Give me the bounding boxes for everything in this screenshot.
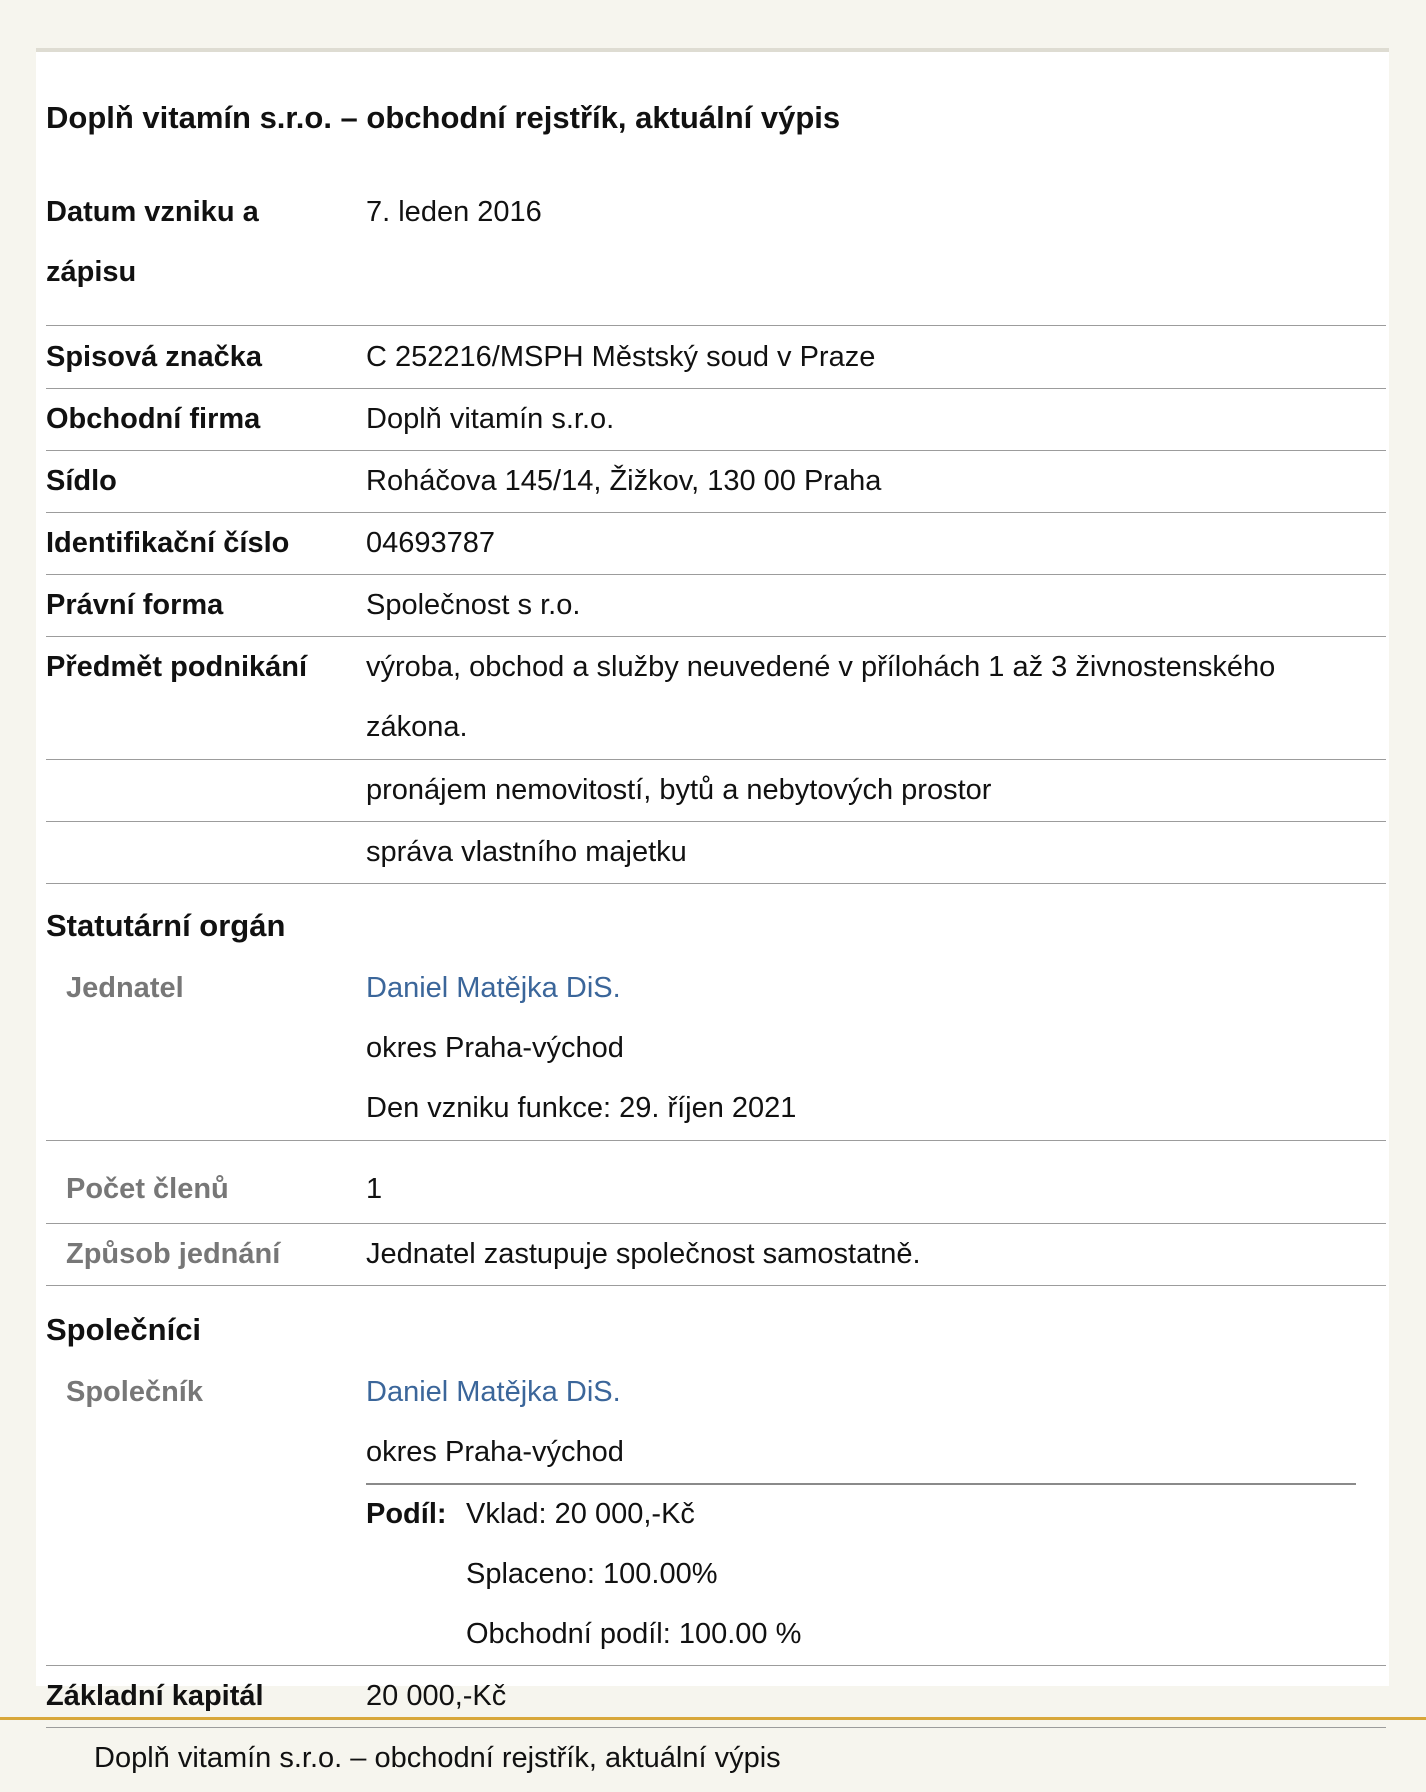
label-datum-vzniku: Datum vzniku a zápisu	[46, 196, 259, 288]
value-vklad: Vklad: 20 000,-Kč	[466, 1498, 695, 1530]
value-zpusob-jednani: Jednatel zastupuje společnost samostatně.	[366, 1238, 921, 1270]
value-obchodni-podil: Obchodní podíl: 100.00 %	[466, 1618, 802, 1650]
value-spisova-znacka: C 252216/MSPH Městský soud v Praze	[366, 341, 876, 373]
row-spolecnik	[46, 1362, 1386, 1666]
row-predmet-podnikani-2	[46, 760, 1386, 822]
spolecnik-okres: okres Praha-východ	[366, 1436, 624, 1468]
label-zakladni-kapital: Základní kapitál	[46, 1680, 264, 1712]
value-predmet-item: výroba, obchod a služby neuvedené v přílohách 1 až 3 živnostenského zákona.	[366, 651, 1276, 743]
register-extract-card	[36, 52, 1389, 1712]
row-pravni-forma	[46, 575, 1386, 637]
label-obchodni-firma: Obchodní firma	[46, 403, 261, 435]
value-obchodni-firma: Doplň vitamín s.r.o.	[366, 403, 615, 435]
value-pravni-forma: Společnost s r.o.	[366, 589, 581, 621]
row-datum-vzniku	[46, 182, 1386, 326]
row-obchodni-firma	[46, 389, 1386, 451]
row-jednatel	[46, 958, 1386, 1141]
label-podil: Podíl:	[366, 1498, 447, 1530]
row-sidlo	[46, 451, 1386, 513]
page-title: Doplň vitamín s.r.o. – obchodní rejstřík, aktuální výpis	[46, 100, 841, 135]
row-pocet-clenu	[46, 1141, 1386, 1224]
value-pocet-clenu: 1	[366, 1173, 383, 1205]
value-predmet-item: pronájem nemovitostí, bytů a nebytových prostor	[366, 774, 992, 806]
label-identifikacni-cislo: Identifikační číslo	[46, 527, 290, 559]
section-title-spolecnici: Společníci	[46, 1312, 202, 1347]
row-predmet-podnikani	[46, 637, 1386, 760]
footer-divider	[0, 1717, 1426, 1720]
label-zpusob-jednani: Způsob jednání	[66, 1238, 281, 1270]
row-identifikacni-cislo	[46, 513, 1386, 575]
value-datum-vzniku: 7. leden 2016	[366, 196, 542, 228]
jednatel-den-vzniku: Den vzniku funkce: 29. říjen 2021	[366, 1092, 797, 1124]
value-sidlo: Roháčova 145/14, Žižkov, 130 00 Praha	[366, 465, 882, 497]
label-sidlo: Sídlo	[46, 465, 117, 497]
spolecnik-name-link[interactable]: Daniel Matějka DiS.	[366, 1376, 621, 1408]
value-predmet-item: správa vlastního majetku	[366, 836, 687, 868]
value-zakladni-kapital: 20 000,-Kč	[366, 1680, 507, 1712]
row-predmet-podnikani-3	[46, 822, 1386, 884]
value-splaceno: Splaceno: 100.00%	[466, 1558, 718, 1590]
jednatel-name-link[interactable]: Daniel Matějka DiS.	[366, 972, 621, 1004]
footer-title: Doplň vitamín s.r.o. – obchodní rejstřík, aktuální výpis	[94, 1742, 781, 1774]
row-zpusob-jednani	[46, 1224, 1386, 1286]
value-identifikacni-cislo: 04693787	[366, 527, 496, 559]
row-spisova-znacka	[46, 327, 1386, 389]
label-jednatel: Jednatel	[66, 972, 184, 1004]
label-spolecnik: Společník	[66, 1376, 203, 1408]
jednatel-okres: okres Praha-východ	[366, 1032, 624, 1064]
label-spisova-znacka: Spisová značka	[46, 341, 262, 373]
section-title-statutarni-organ: Statutární orgán	[46, 908, 286, 943]
label-pravni-forma: Právní forma	[46, 589, 224, 621]
label-predmet-podnikani: Předmět podnikání	[46, 651, 308, 683]
label-pocet-clenu: Počet členů	[66, 1173, 229, 1205]
